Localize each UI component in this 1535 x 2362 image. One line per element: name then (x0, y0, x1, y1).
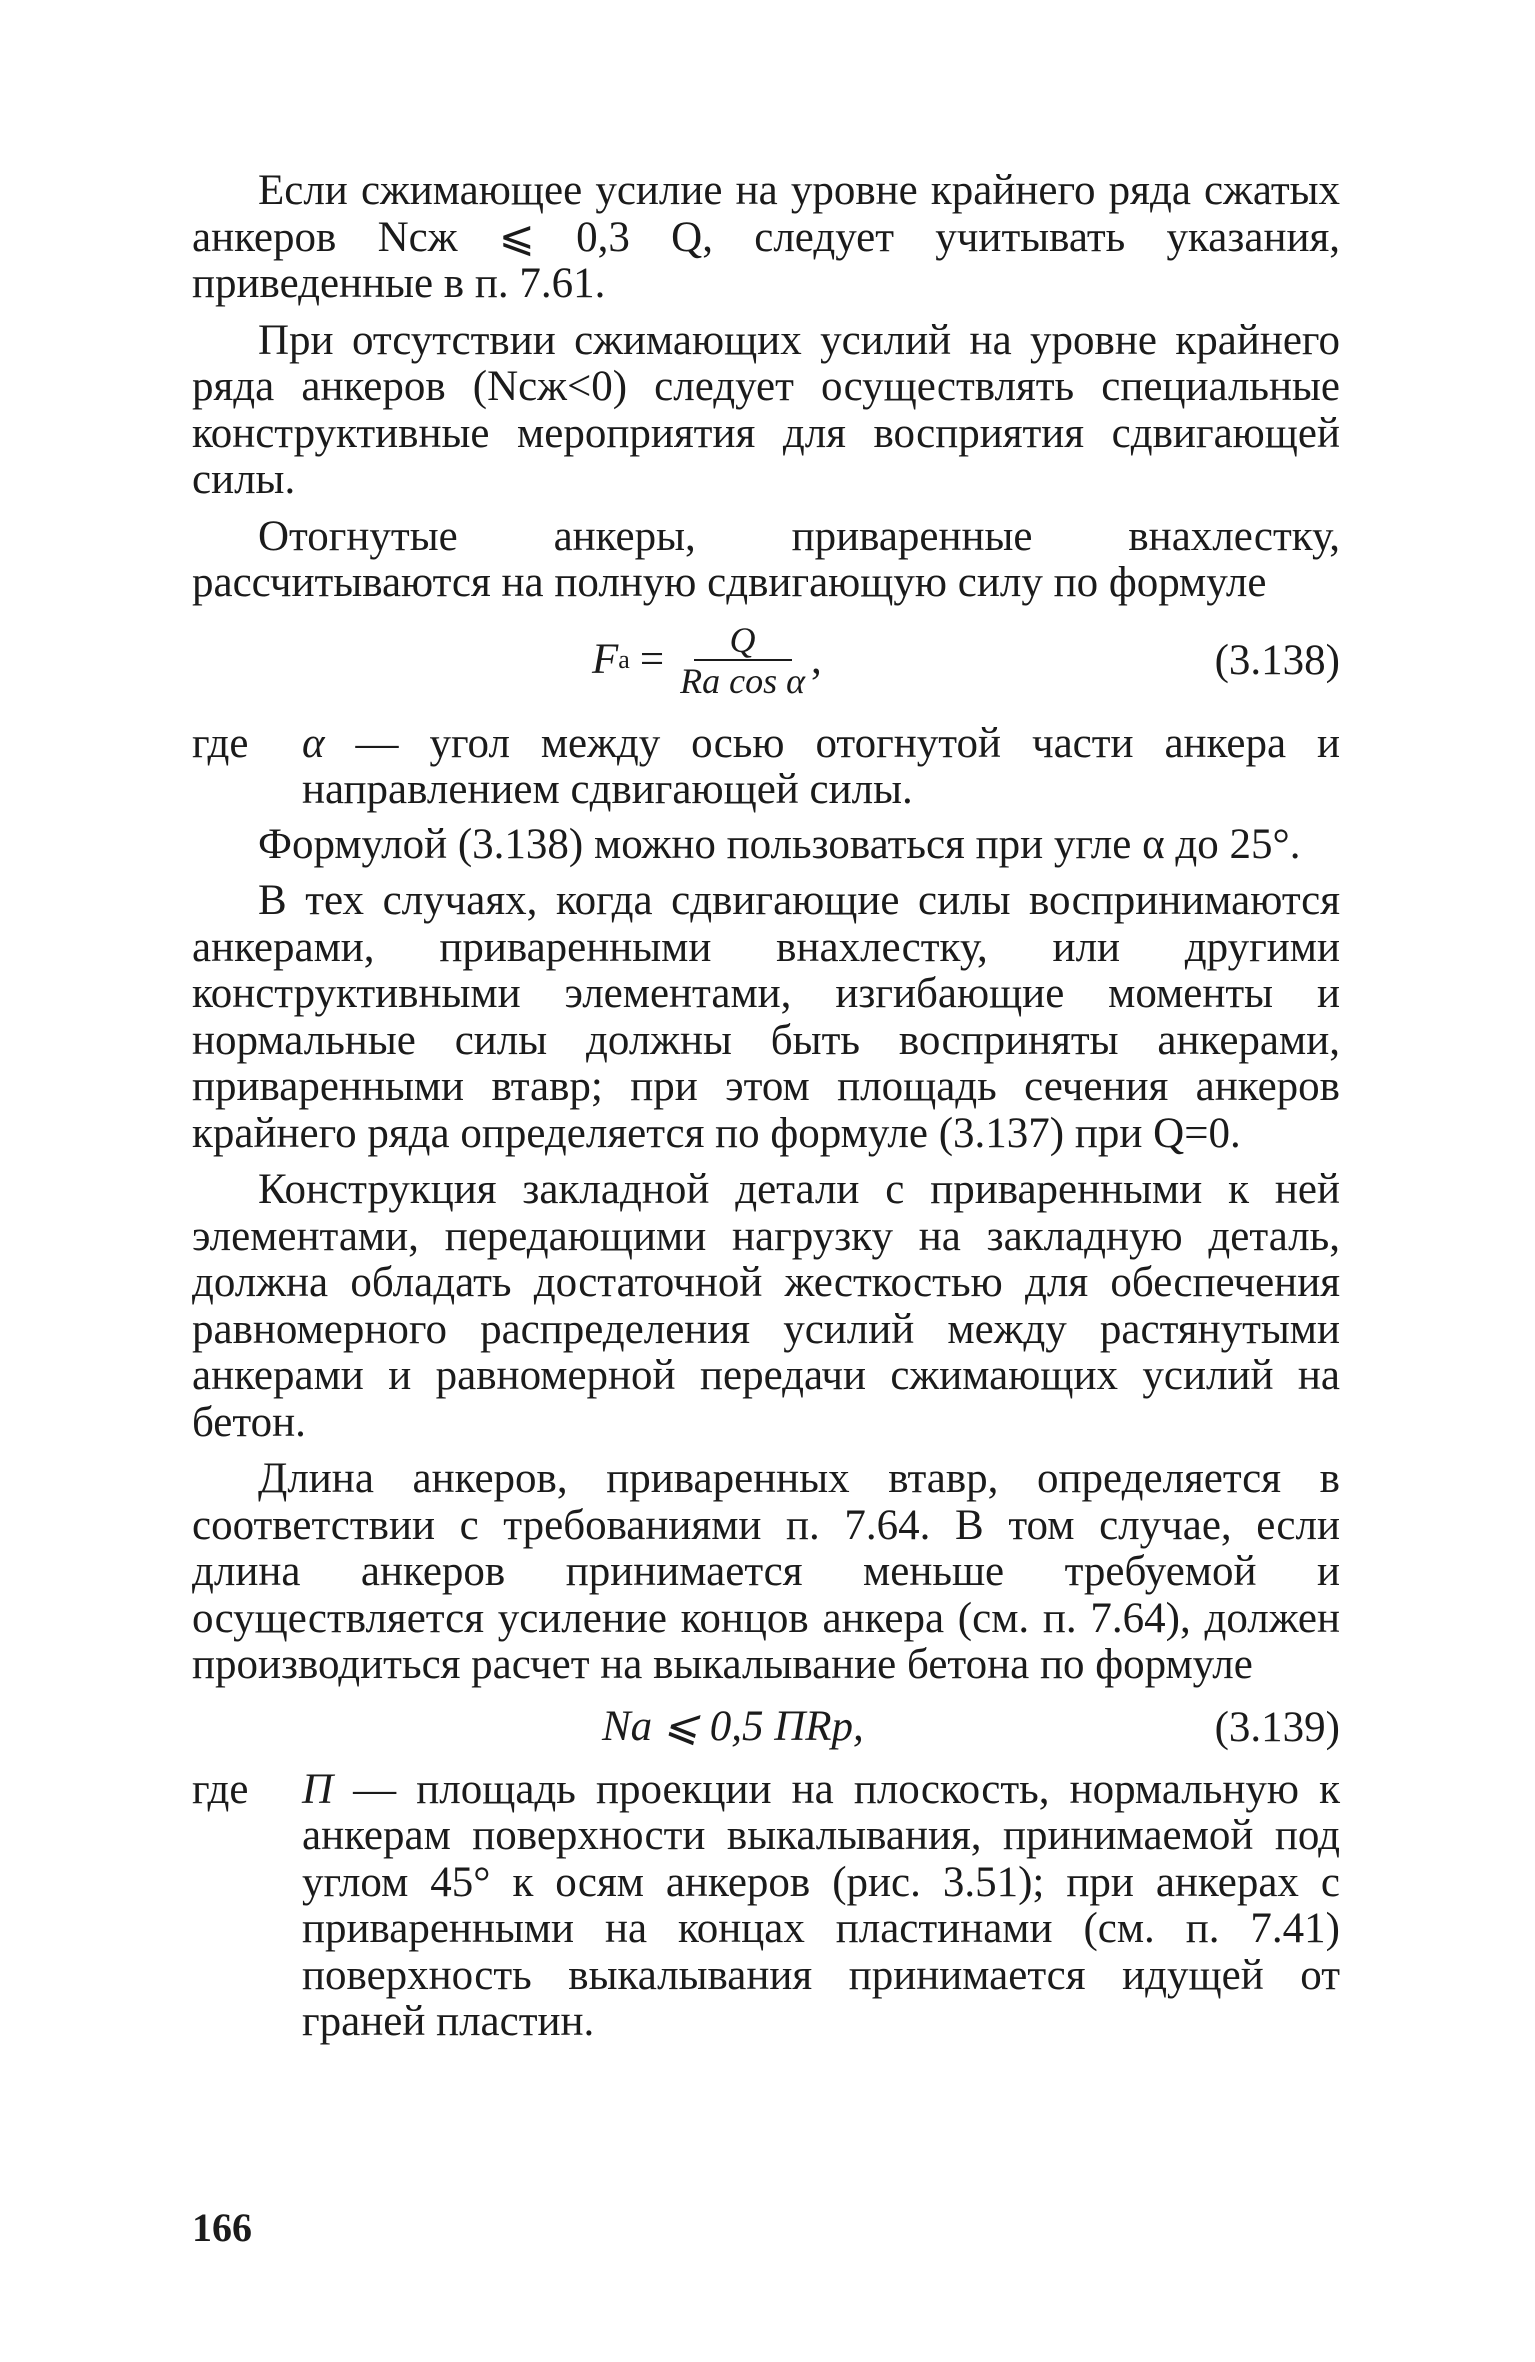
where-text: — угол между осью отогнутой части анкера и направлением сдвигающей силы. (302, 719, 1340, 813)
paragraph-3: Отогнутые анкеры, приваренные внахлестку, рассчитываются на полную сдвигающую силу по формуле (192, 512, 1340, 606)
where-symbol: α (302, 719, 325, 767)
where-text: — площадь проекции на плоскость, нормальную к анкерам поверхности выкалывания, принимаемой под углом 45° к осям анкеров (рис. 3.51); при анкерах с приваренными на концах пластинами (см. п. 7.41) поверхность выкалывания принимается идущей от граней пластин. (302, 1765, 1340, 2045)
formula-lhs: F (592, 636, 619, 684)
formula-3-139 (192, 1699, 1340, 1757)
equation-number-3-139: (3.139) (1214, 1703, 1340, 1751)
paragraph-1: Если сжимающее усилие на уровне крайнего ряда сжатых анкеров Nсж ⩽ 0,3 Q, следует учитывать указания, приведенные в п. 7.61. (192, 167, 1340, 307)
paragraph-6: Конструкция закладной детали с приваренными к ней элементами, передающими нагрузку на закладную деталь, должна обладать достаточной жесткостью для обеспечения равномерного распределения усилий между растянутыми анкерами и равномерной передачи сжимающих усилий на бетон. (192, 1166, 1340, 1446)
page-number: 166 (192, 2205, 252, 2250)
where-clause-alpha (192, 721, 1340, 814)
formula-3-138 (192, 617, 1340, 705)
where-symbol: П (302, 1765, 334, 1813)
formula-denominator: Rа cos α (680, 660, 805, 701)
equation-number-3-138: (3.138) (1214, 636, 1340, 684)
where-definition (302, 721, 1340, 814)
formula-expression (592, 617, 822, 705)
formula-fraction (680, 621, 805, 701)
paragraph-7: Длина анкеров, приваренных втавр, определяется в соответствии с требованиями п. 7.64. В том случае, если длина анкеров принимается меньше требуемой и осуществляется усиление концов анкера (см. п. 7.64), должен производиться расчет на выкалывание бетона по формуле (192, 1455, 1340, 1688)
where-label: где (192, 719, 249, 767)
formula-numerator: Q (694, 621, 792, 661)
formula-trail: , (810, 636, 822, 684)
paragraph-4: Формулой (3.138) можно пользоваться при угле α до 25°. (258, 820, 1301, 868)
paragraph-5: В тех случаях, когда сдвигающие силы воспринимаются анкерами, приваренными внахлестку, или другими конструктивными элементами, изгибающие моменты и нормальные силы должны быть восприняты анкерами, приваренными втавр; при этом площадь сечения анкеров крайнего ряда определяется по формуле (3.137) при Q=0. (192, 877, 1340, 1157)
where-clause-pi (192, 1767, 1340, 2046)
formula-expression-139: Nа ⩽ 0,5 ПRр, (602, 1703, 864, 1751)
formula-lhs-sub: а (618, 645, 630, 675)
paragraph-2: При отсутствии сжимающих усилий на уровне крайнего ряда анкеров (Nсж<0) следует осуществлять специальные конструктивные мероприятия для восприятия сдвигающей силы. (192, 316, 1340, 503)
formula-equals: = (639, 636, 665, 684)
where-label: где (192, 1765, 249, 1813)
where-definition (302, 1767, 1340, 2046)
text-block (192, 168, 1340, 2054)
